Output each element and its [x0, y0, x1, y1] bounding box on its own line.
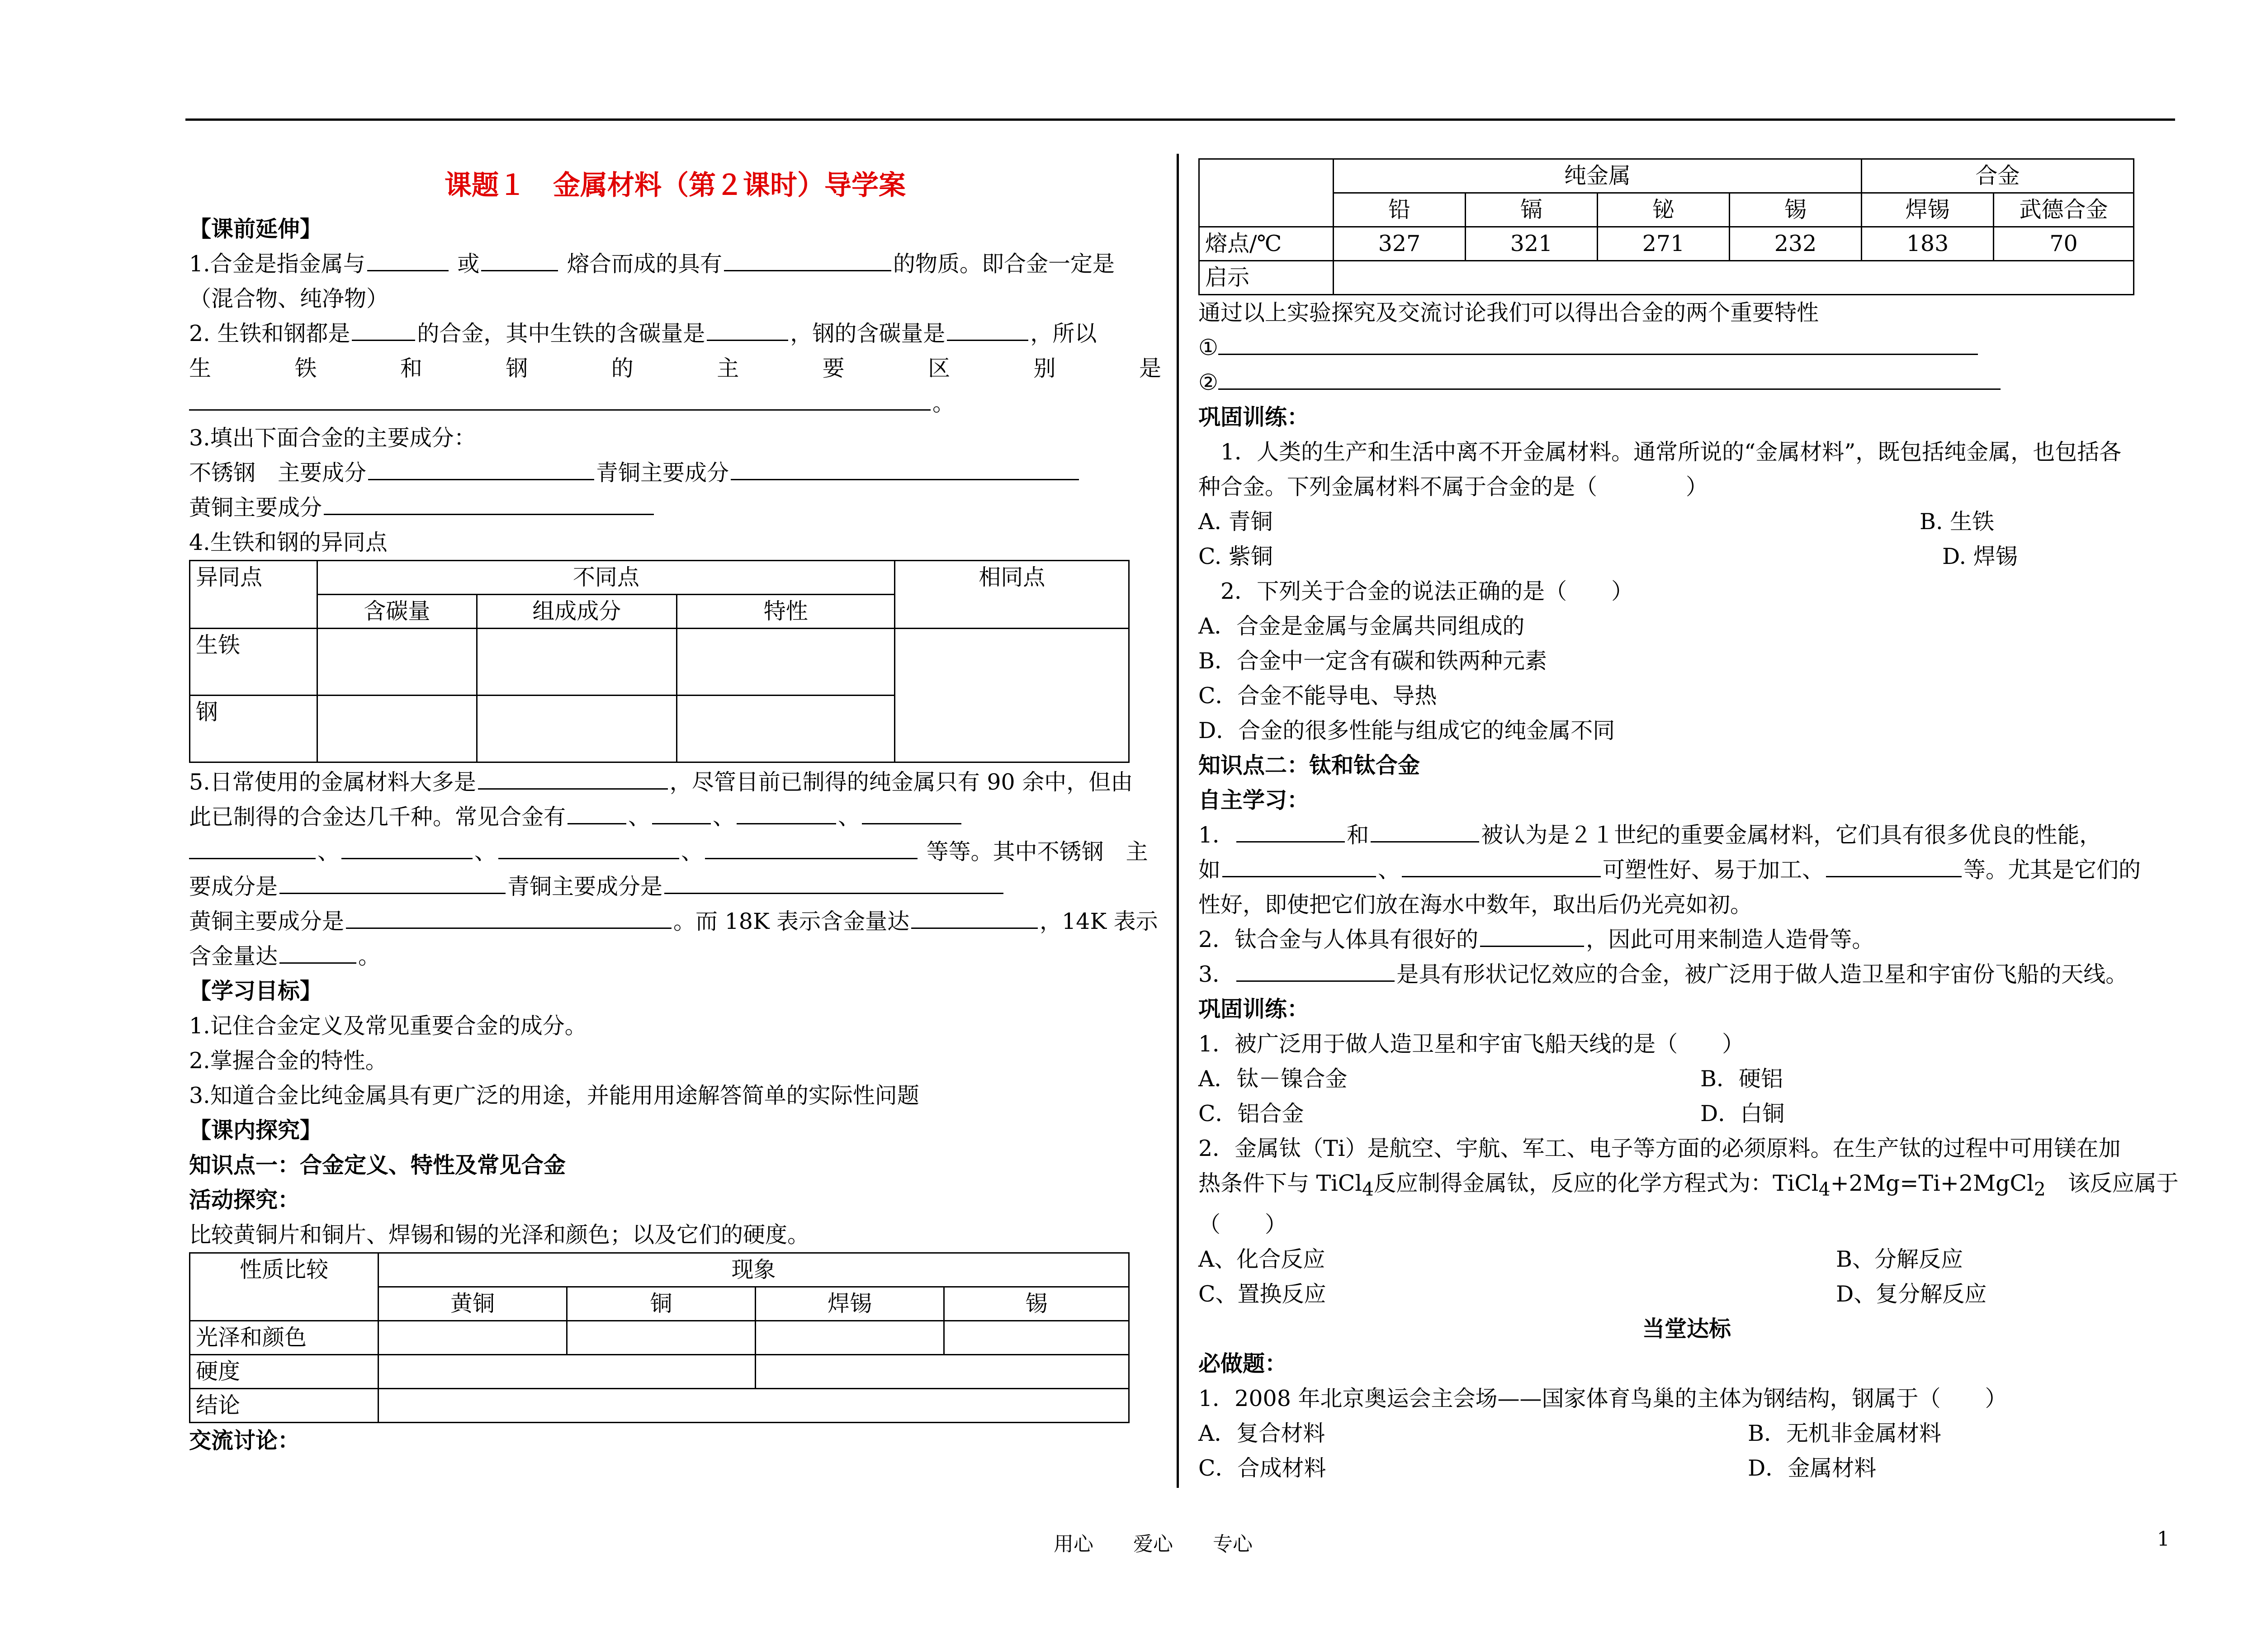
- table-cell[interactable]: [317, 696, 477, 762]
- table-cell[interactable]: [317, 629, 477, 696]
- table-cell[interactable]: [378, 1321, 567, 1355]
- question-line: 黄铜主要成分是 。而 18K 表示含金量达 ，14K 表示: [189, 904, 1161, 939]
- blank[interactable]: [1402, 853, 1601, 877]
- left-column: [189, 158, 1161, 1458]
- question-line: 3． 是具有形状记忆效应的合金，被广泛用于做人造卫星和宇宙份飞船的天线。: [1198, 957, 2175, 992]
- blank[interactable]: [652, 800, 711, 824]
- options-row: [1198, 1061, 2175, 1096]
- table-cell[interactable]: [378, 1389, 1129, 1423]
- blank[interactable]: [731, 456, 1079, 480]
- header-rule: [185, 118, 2175, 121]
- footer-text: 用心 爱心 专心: [1054, 1533, 1253, 1556]
- blank[interactable]: [368, 456, 594, 480]
- discussion-heading: 交流讨论：: [189, 1427, 300, 1453]
- question-line: （ ）: [1198, 1211, 1287, 1237]
- blank[interactable]: [367, 247, 449, 271]
- blank[interactable]: [707, 317, 788, 341]
- question-line: （混合物、纯净物）: [189, 286, 389, 312]
- section-heading: 【学习目标】: [189, 978, 322, 1004]
- options-row: [1198, 1416, 2175, 1451]
- blank[interactable]: [1222, 853, 1376, 877]
- table-cell[interactable]: [895, 629, 1129, 762]
- blank[interactable]: [346, 905, 672, 929]
- option[interactable]: D. 焊锡: [1942, 544, 2018, 569]
- blank[interactable]: [279, 870, 506, 894]
- blank[interactable]: [1236, 819, 1345, 843]
- question-line: 不锈钢 主要成分 青铜主要成分: [189, 455, 1161, 490]
- blank[interactable]: [724, 247, 891, 271]
- section-heading: 巩固训练：: [1198, 996, 1310, 1022]
- option[interactable]: C. 紫铜: [1198, 544, 1273, 569]
- options-row: [1198, 1242, 2175, 1277]
- knowledge-point-heading: 知识点二：钛和钛合金: [1198, 752, 1420, 778]
- section-heading: 当堂达标: [1642, 1315, 1731, 1342]
- option[interactable]: B．合金中一定含有碳和铁两种元素: [1198, 648, 1547, 674]
- blank[interactable]: [279, 940, 356, 964]
- blank[interactable]: [481, 247, 558, 271]
- question-line: 要成分是 青铜主要成分是: [189, 869, 1161, 904]
- question-line: 性好，即使把它们放在海水中数年，取出后仍光亮如初。: [1198, 892, 1753, 918]
- question-line: 1．人类的生产和生活中离不开金属材料。通常所说的“金属材料”，既包括纯金属，也包括各: [1198, 439, 2122, 465]
- option[interactable]: D、复分解反应: [1836, 1281, 1987, 1307]
- question-line: 通过以上实验探究及交流讨论我们可以得出合金的两个重要特性: [1198, 300, 1819, 326]
- question-line: 、 、 、 等等。其中不锈钢 主: [189, 834, 1161, 869]
- blank[interactable]: [1480, 923, 1584, 947]
- blank[interactable]: [705, 835, 918, 859]
- section-heading: 【课前延伸】: [189, 216, 322, 242]
- question-line: 1．被广泛用于做人造卫星和宇宙飞船天线的是（ ）: [1198, 1031, 1745, 1057]
- option[interactable]: B、分解反应: [1836, 1246, 1963, 1272]
- table-cell[interactable]: [756, 1355, 1129, 1389]
- activity-description: 比较黄铜片和铜片、焊锡和锡的光泽和颜色；以及它们的硬度。: [189, 1222, 810, 1248]
- blank[interactable]: [1371, 819, 1479, 843]
- activity-heading: 活动探究：: [189, 1187, 300, 1213]
- option[interactable]: C．合成材料: [1198, 1455, 1326, 1481]
- question-line: ①: [1198, 330, 2175, 365]
- question-line: 如 、 可塑性好、易于加工、 等。尤其是它们的: [1198, 852, 2175, 887]
- option[interactable]: A．钛－镍合金: [1198, 1066, 1348, 1092]
- question-line: 4.生铁和钢的异同点: [189, 530, 388, 555]
- question-line: 热条件下与 TiCl$_4$反应制得金属钛，反应的化学方程式为：TiCl$_4$+2Mg=Ti+2MgCl$_2$ 该反应属于: [1198, 1170, 2179, 1200]
- question-line: 种合金。下列金属材料不属于合金的是（ ）: [1198, 474, 1708, 500]
- question-line: 1． 和 被认为是２１世纪的重要金属材料，它们具有很多优良的性能，: [1198, 818, 2175, 852]
- option[interactable]: C．铝合金: [1198, 1101, 1304, 1127]
- comparison-table: 性质比较 现象 黄铜 铜 焊锡 锡 光泽和颜色 硬度 结论: [189, 1252, 1130, 1423]
- table-cell[interactable]: [378, 1355, 756, 1389]
- question-line: 2．下列关于合金的说法正确的是（ ）: [1198, 578, 1634, 604]
- blank[interactable]: [324, 491, 654, 515]
- options-row: [1198, 504, 2175, 539]
- question-line: 2．金属钛（Ti）是航空、宇航、军工、电子等方面的必须原料。在生产钛的过程中可用镁在加: [1198, 1136, 2121, 1161]
- goal-item: 1.记住合金定义及常见重要合金的成分。: [189, 1013, 587, 1039]
- option[interactable]: A、化合反应: [1198, 1246, 1325, 1272]
- table-cell[interactable]: [477, 629, 676, 696]
- knowledge-point-heading: 知识点一：合金定义、特性及常见合金: [189, 1152, 566, 1178]
- blank[interactable]: [568, 800, 626, 824]
- options-row: [1198, 1451, 2175, 1486]
- question-line: 1.合金是指金属与 或 熔合而成的具有 的物质。即合金一定是: [189, 246, 1161, 281]
- section-heading: 【课内探究】: [189, 1117, 322, 1143]
- blank[interactable]: [1218, 366, 2001, 390]
- blank[interactable]: [1218, 331, 1978, 355]
- blank[interactable]: [352, 317, 415, 341]
- table-cell[interactable]: [677, 629, 895, 696]
- blank[interactable]: [189, 387, 931, 411]
- melting-point-table: 纯金属 合金 铅 镉 铋 锡 焊锡 武德合金 熔点/℃ 327 321 271 232 183 70 启示: [1198, 158, 2134, 295]
- table-cell[interactable]: [1334, 261, 2134, 295]
- section-heading: 巩固训练：: [1198, 404, 1310, 430]
- question-line: 1．2008 年北京奥运会主会场——国家体育鸟巢的主体为钢结构，钢属于（ ）: [1198, 1385, 2007, 1411]
- goal-item: 3.知道合金比纯金属具有更广泛的用途，并能用用途解答简单的实际性问题: [189, 1083, 919, 1108]
- table-cell: [1199, 159, 1334, 227]
- table-cell[interactable]: [944, 1321, 1129, 1355]
- blank[interactable]: [478, 766, 668, 790]
- question-line: 生 铁 和 钢 的 主 要 区 别 是: [189, 355, 1161, 381]
- blank[interactable]: [1826, 853, 1962, 877]
- question-line: 2．钛合金与人体具有很好的 ，因此可用来制造人造骨等。: [1198, 922, 2175, 957]
- option[interactable]: A．复合材料: [1198, 1420, 1325, 1446]
- blank[interactable]: [189, 835, 316, 859]
- option[interactable]: A．合金是金属与金属共同组成的: [1198, 613, 1525, 639]
- table-cell[interactable]: [677, 696, 895, 762]
- question-line: 3.填出下面合金的主要成分：: [189, 425, 476, 451]
- option[interactable]: D．合金的很多性能与组成它的纯金属不同: [1198, 718, 1615, 743]
- table-cell[interactable]: [756, 1321, 944, 1355]
- options-row: [1198, 1277, 2175, 1311]
- option[interactable]: B．无机非金属材料: [1748, 1420, 1942, 1446]
- column-divider: [1177, 154, 1179, 1488]
- option[interactable]: A. 青铜: [1198, 509, 1273, 535]
- options-row: [1198, 1096, 2175, 1131]
- question-line: 5.日常使用的金属材料大多是 ，尽管目前已制得的纯金属只有 90 余中，但由: [189, 765, 1161, 800]
- blank[interactable]: [341, 835, 473, 859]
- question-line: 。: [189, 386, 1161, 421]
- blank[interactable]: [737, 800, 836, 824]
- blank[interactable]: [862, 800, 961, 824]
- option[interactable]: D．白铜: [1700, 1101, 1785, 1127]
- page-title: 课题１ 金属材料（第２课时）导学案: [445, 170, 906, 201]
- question-line: 黄铜主要成分: [189, 490, 1161, 525]
- table-cell[interactable]: [567, 1321, 756, 1355]
- question-line: 2. 生铁和钢都是 的合金，其中生铁的含碳量是 ，钢的含碳量是 ，所以: [189, 316, 1161, 351]
- option[interactable]: B．硬铝: [1700, 1066, 1783, 1092]
- options-row: [1198, 539, 2175, 574]
- option[interactable]: D．金属材料: [1748, 1455, 1877, 1481]
- table-cell[interactable]: [477, 696, 676, 762]
- blank[interactable]: [947, 317, 1028, 341]
- blank[interactable]: [1236, 958, 1395, 982]
- question-line: 含金量达 。: [189, 939, 1161, 974]
- question-line: ②: [1198, 365, 2175, 400]
- required-heading: 必做题：: [1198, 1350, 1287, 1377]
- right-column: [1198, 158, 2179, 1486]
- page-number: 1: [2157, 1528, 2170, 1551]
- option[interactable]: C．合金不能导电、导热: [1198, 683, 1437, 709]
- blank[interactable]: [911, 905, 1038, 929]
- self-study-heading: 自主学习：: [1198, 787, 1310, 813]
- iron-steel-table: 异同点 不同点 相同点 含碳量 组成成分 特性 生铁 钢: [189, 560, 1130, 763]
- option[interactable]: C、置换反应: [1198, 1281, 1326, 1307]
- question-line: 此已制得的合金达几千种。常见合金有 、 、 、: [189, 800, 1161, 834]
- blank[interactable]: [498, 835, 679, 859]
- option[interactable]: B. 生铁: [1920, 509, 1995, 535]
- blank[interactable]: [664, 870, 1003, 894]
- goal-item: 2.掌握合金的特性。: [189, 1048, 388, 1074]
